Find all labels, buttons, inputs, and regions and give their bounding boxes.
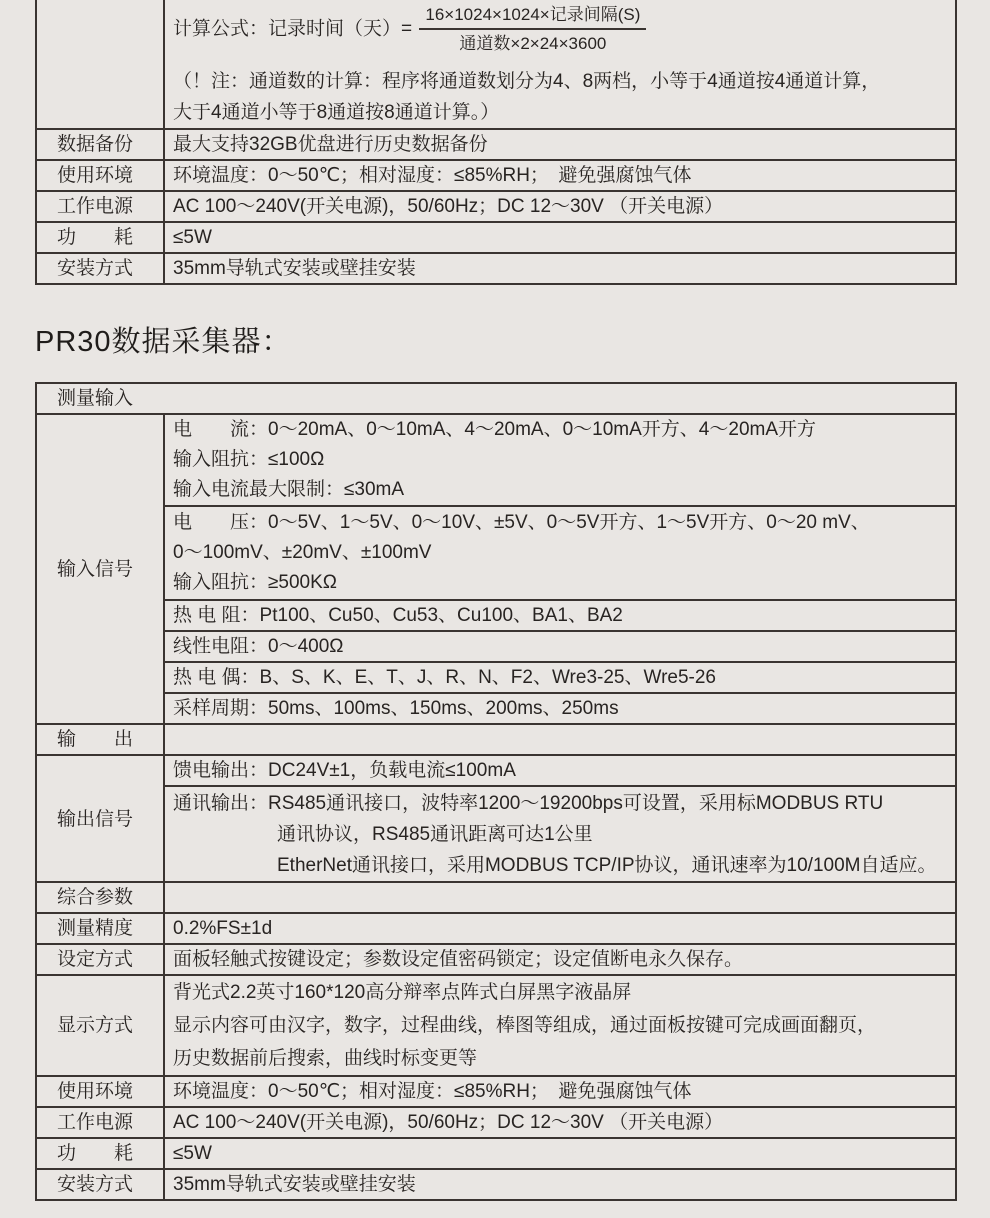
row-label: 显示方式 bbox=[57, 1014, 134, 1036]
spec-line: 电 流：0～20mA、0～10mA、4～20mA、0～10mA开方、4～20mA开方 bbox=[173, 419, 817, 440]
spec-line: 输入阻抗：≥500KΩ bbox=[173, 572, 338, 593]
cell-value bbox=[164, 1107, 956, 1138]
note-line: 大于4通道小等于8通道按8通道计算。） bbox=[173, 102, 500, 123]
formula-prefix: 计算公式：记录时间（天）= bbox=[173, 18, 418, 40]
cell-label bbox=[36, 253, 164, 284]
spec-line: 线性电阻：0～400Ω bbox=[173, 636, 344, 657]
row-power-supply bbox=[36, 191, 956, 222]
note-line: （！注：通道数的计算：程序将通道数划分为4、8两档，小等于4通道按4通道计算， bbox=[173, 71, 881, 92]
row-label: 测量精度 bbox=[57, 918, 134, 939]
cell-label bbox=[36, 222, 164, 253]
cell-record-formula bbox=[164, 0, 956, 129]
spec-line: 显示内容可由汉字，数字，过程曲线，棒图等组成，通过面板按键可完成画面翻页， bbox=[173, 1015, 877, 1036]
cell-section-header bbox=[36, 383, 956, 414]
row-record-formula bbox=[36, 0, 956, 129]
cell-label-output-signal bbox=[36, 755, 164, 882]
row-value: ≤5W bbox=[173, 1143, 212, 1164]
cell-value bbox=[164, 944, 956, 975]
row-section-misc bbox=[36, 882, 956, 913]
cell-label bbox=[36, 882, 164, 913]
cell-label bbox=[36, 191, 164, 222]
row-label: 工作电源 bbox=[57, 1112, 134, 1133]
cell-value bbox=[164, 222, 956, 253]
cell-label bbox=[36, 160, 164, 191]
spec-line: 通讯协议，RS485通讯距离可达1公里 bbox=[277, 823, 593, 845]
row-value: ≤5W bbox=[173, 227, 212, 248]
cell-thermocouple-spec bbox=[164, 662, 956, 693]
section-label: 输 出 bbox=[57, 729, 134, 750]
cell-label bbox=[36, 724, 164, 755]
fraction-denominator: 通道数×2×24×3600 bbox=[459, 34, 607, 53]
section-label: 测量输入 bbox=[57, 388, 134, 409]
cell-linear-resistance-spec bbox=[164, 631, 956, 662]
row-section-output bbox=[36, 724, 956, 755]
cell-label bbox=[36, 944, 164, 975]
row-input-signal-rtd bbox=[36, 600, 956, 631]
row-value: AC 100～240V(开关电源)，50/60Hz；DC 12～30V （开关电源） bbox=[173, 196, 724, 217]
row-environment bbox=[36, 1076, 956, 1107]
cell-value bbox=[164, 1138, 956, 1169]
row-value: 35mm导轨式安装或壁挂安装 bbox=[173, 258, 416, 279]
cell-rtd-spec bbox=[164, 600, 956, 631]
cell-value bbox=[164, 913, 956, 944]
row-label: 数据备份 bbox=[57, 134, 134, 155]
row-power-supply bbox=[36, 1107, 956, 1138]
cell-value bbox=[164, 129, 956, 160]
row-label: 输入信号 bbox=[57, 559, 134, 580]
row-label: 使用环境 bbox=[57, 1081, 134, 1102]
row-value: 环境温度：0～50℃；相对湿度：≤85%RH； 避免强腐蚀气体 bbox=[173, 165, 692, 186]
cell-label bbox=[36, 913, 164, 944]
spec-line: 输入电流最大限制：≤30mA bbox=[173, 479, 405, 500]
formula bbox=[173, 6, 955, 53]
section-label: 综合参数 bbox=[57, 887, 134, 908]
row-input-signal-current bbox=[36, 414, 956, 506]
cell-label-input-signal bbox=[36, 414, 164, 724]
spec-line: 背光式2.2英寸160*120高分辩率点阵式白屏黑字液晶屏 bbox=[173, 982, 632, 1003]
row-value: AC 100～240V(开关电源)，50/60Hz；DC 12～30V （开关电源） bbox=[173, 1112, 724, 1133]
spec-line: 热 电 偶：B、S、K、E、T、J、R、N、F2、Wre3-25、Wre5-26 bbox=[173, 667, 716, 688]
spec-line: 输入阻抗：≤100Ω bbox=[173, 449, 325, 470]
cell-sampling-spec bbox=[164, 693, 956, 724]
row-input-signal-voltage bbox=[36, 506, 956, 600]
row-label: 使用环境 bbox=[57, 165, 134, 186]
row-environment bbox=[36, 160, 956, 191]
spec-line: EtherNet通讯接口，采用MODBUS TCP/IP协议，通讯速率为10/100M自适应。 bbox=[277, 854, 937, 876]
cell-label-empty bbox=[36, 0, 164, 129]
spec-line: 热 电 阻：Pt100、Cu50、Cu53、Cu100、BA1、BA2 bbox=[173, 605, 623, 626]
row-data-backup bbox=[36, 129, 956, 160]
cell-feed-output-spec bbox=[164, 755, 956, 786]
channel-note bbox=[173, 66, 955, 128]
cell-value bbox=[164, 1169, 956, 1200]
page-title: PR30数据采集器： bbox=[35, 326, 292, 358]
cell-value bbox=[164, 160, 956, 191]
spec-line: 电 压：0～5V、1～5V、0～10V、±5V、0～5V开方、1～5V开方、0～20 mV、 bbox=[173, 512, 870, 533]
cell-empty bbox=[164, 724, 956, 755]
cell-label bbox=[36, 129, 164, 160]
cell-display-spec bbox=[164, 975, 956, 1076]
spec-line: 0～100mV、±20mV、±100mV bbox=[173, 542, 432, 563]
row-value: 35mm导轨式安装或壁挂安装 bbox=[173, 1174, 416, 1195]
cell-label bbox=[36, 1076, 164, 1107]
row-value: 0.2%FS±1d bbox=[173, 918, 273, 939]
row-value: 环境温度：0～50℃；相对湿度：≤85%RH； 避免强腐蚀气体 bbox=[173, 1081, 692, 1102]
spec-line: 采样周期：50ms、100ms、150ms、200ms、250ms bbox=[173, 698, 619, 719]
row-label: 功 耗 bbox=[57, 1143, 134, 1164]
spec-line: 历史数据前后搜索，曲线时标变更等 bbox=[173, 1048, 478, 1069]
cell-value bbox=[164, 1076, 956, 1107]
cell-label bbox=[36, 1138, 164, 1169]
row-value: 最大支持32GB优盘进行历史数据备份 bbox=[173, 134, 488, 155]
row-input-signal-linear-resistance bbox=[36, 631, 956, 662]
row-label: 输出信号 bbox=[57, 808, 134, 830]
row-label: 功 耗 bbox=[57, 227, 134, 248]
row-input-signal-sampling bbox=[36, 693, 956, 724]
cell-voltage-spec bbox=[164, 506, 956, 600]
row-output-signal-feed bbox=[36, 755, 956, 786]
cell-label bbox=[36, 975, 164, 1076]
fraction bbox=[419, 6, 646, 53]
row-label: 安装方式 bbox=[57, 258, 134, 279]
row-setting-method bbox=[36, 944, 956, 975]
fraction-numerator: 16×1024×1024×记录间隔(S) bbox=[419, 6, 646, 30]
spec-line: 通讯输出：RS485通讯接口，波特率1200～19200bps可设置，采用标MODBUS RTU bbox=[173, 792, 884, 814]
row-mounting bbox=[36, 1169, 956, 1200]
row-accuracy bbox=[36, 913, 956, 944]
cell-value bbox=[164, 191, 956, 222]
row-label: 设定方式 bbox=[57, 949, 134, 970]
row-mounting bbox=[36, 253, 956, 284]
row-label: 工作电源 bbox=[57, 196, 134, 217]
row-power-consumption bbox=[36, 222, 956, 253]
row-power-consumption bbox=[36, 1138, 956, 1169]
row-value: 面板轻触式按键设定；参数设定值密码锁定；设定值断电永久保存。 bbox=[173, 949, 744, 970]
cell-label bbox=[36, 1169, 164, 1200]
spec-table-top bbox=[35, 0, 957, 285]
row-output-signal-comm bbox=[36, 786, 956, 882]
cell-value bbox=[164, 253, 956, 284]
row-section-measure-input bbox=[36, 383, 956, 414]
spec-table-pr30 bbox=[35, 382, 957, 1201]
cell-empty bbox=[164, 882, 956, 913]
row-label: 安装方式 bbox=[57, 1174, 134, 1195]
row-display-method bbox=[36, 975, 956, 1076]
row-input-signal-thermocouple bbox=[36, 662, 956, 693]
cell-current-spec bbox=[164, 414, 956, 506]
spec-line: 馈电输出：DC24V±1，负载电流≤100mA bbox=[173, 760, 516, 781]
cell-label bbox=[36, 1107, 164, 1138]
cell-comm-output-spec bbox=[164, 786, 956, 882]
